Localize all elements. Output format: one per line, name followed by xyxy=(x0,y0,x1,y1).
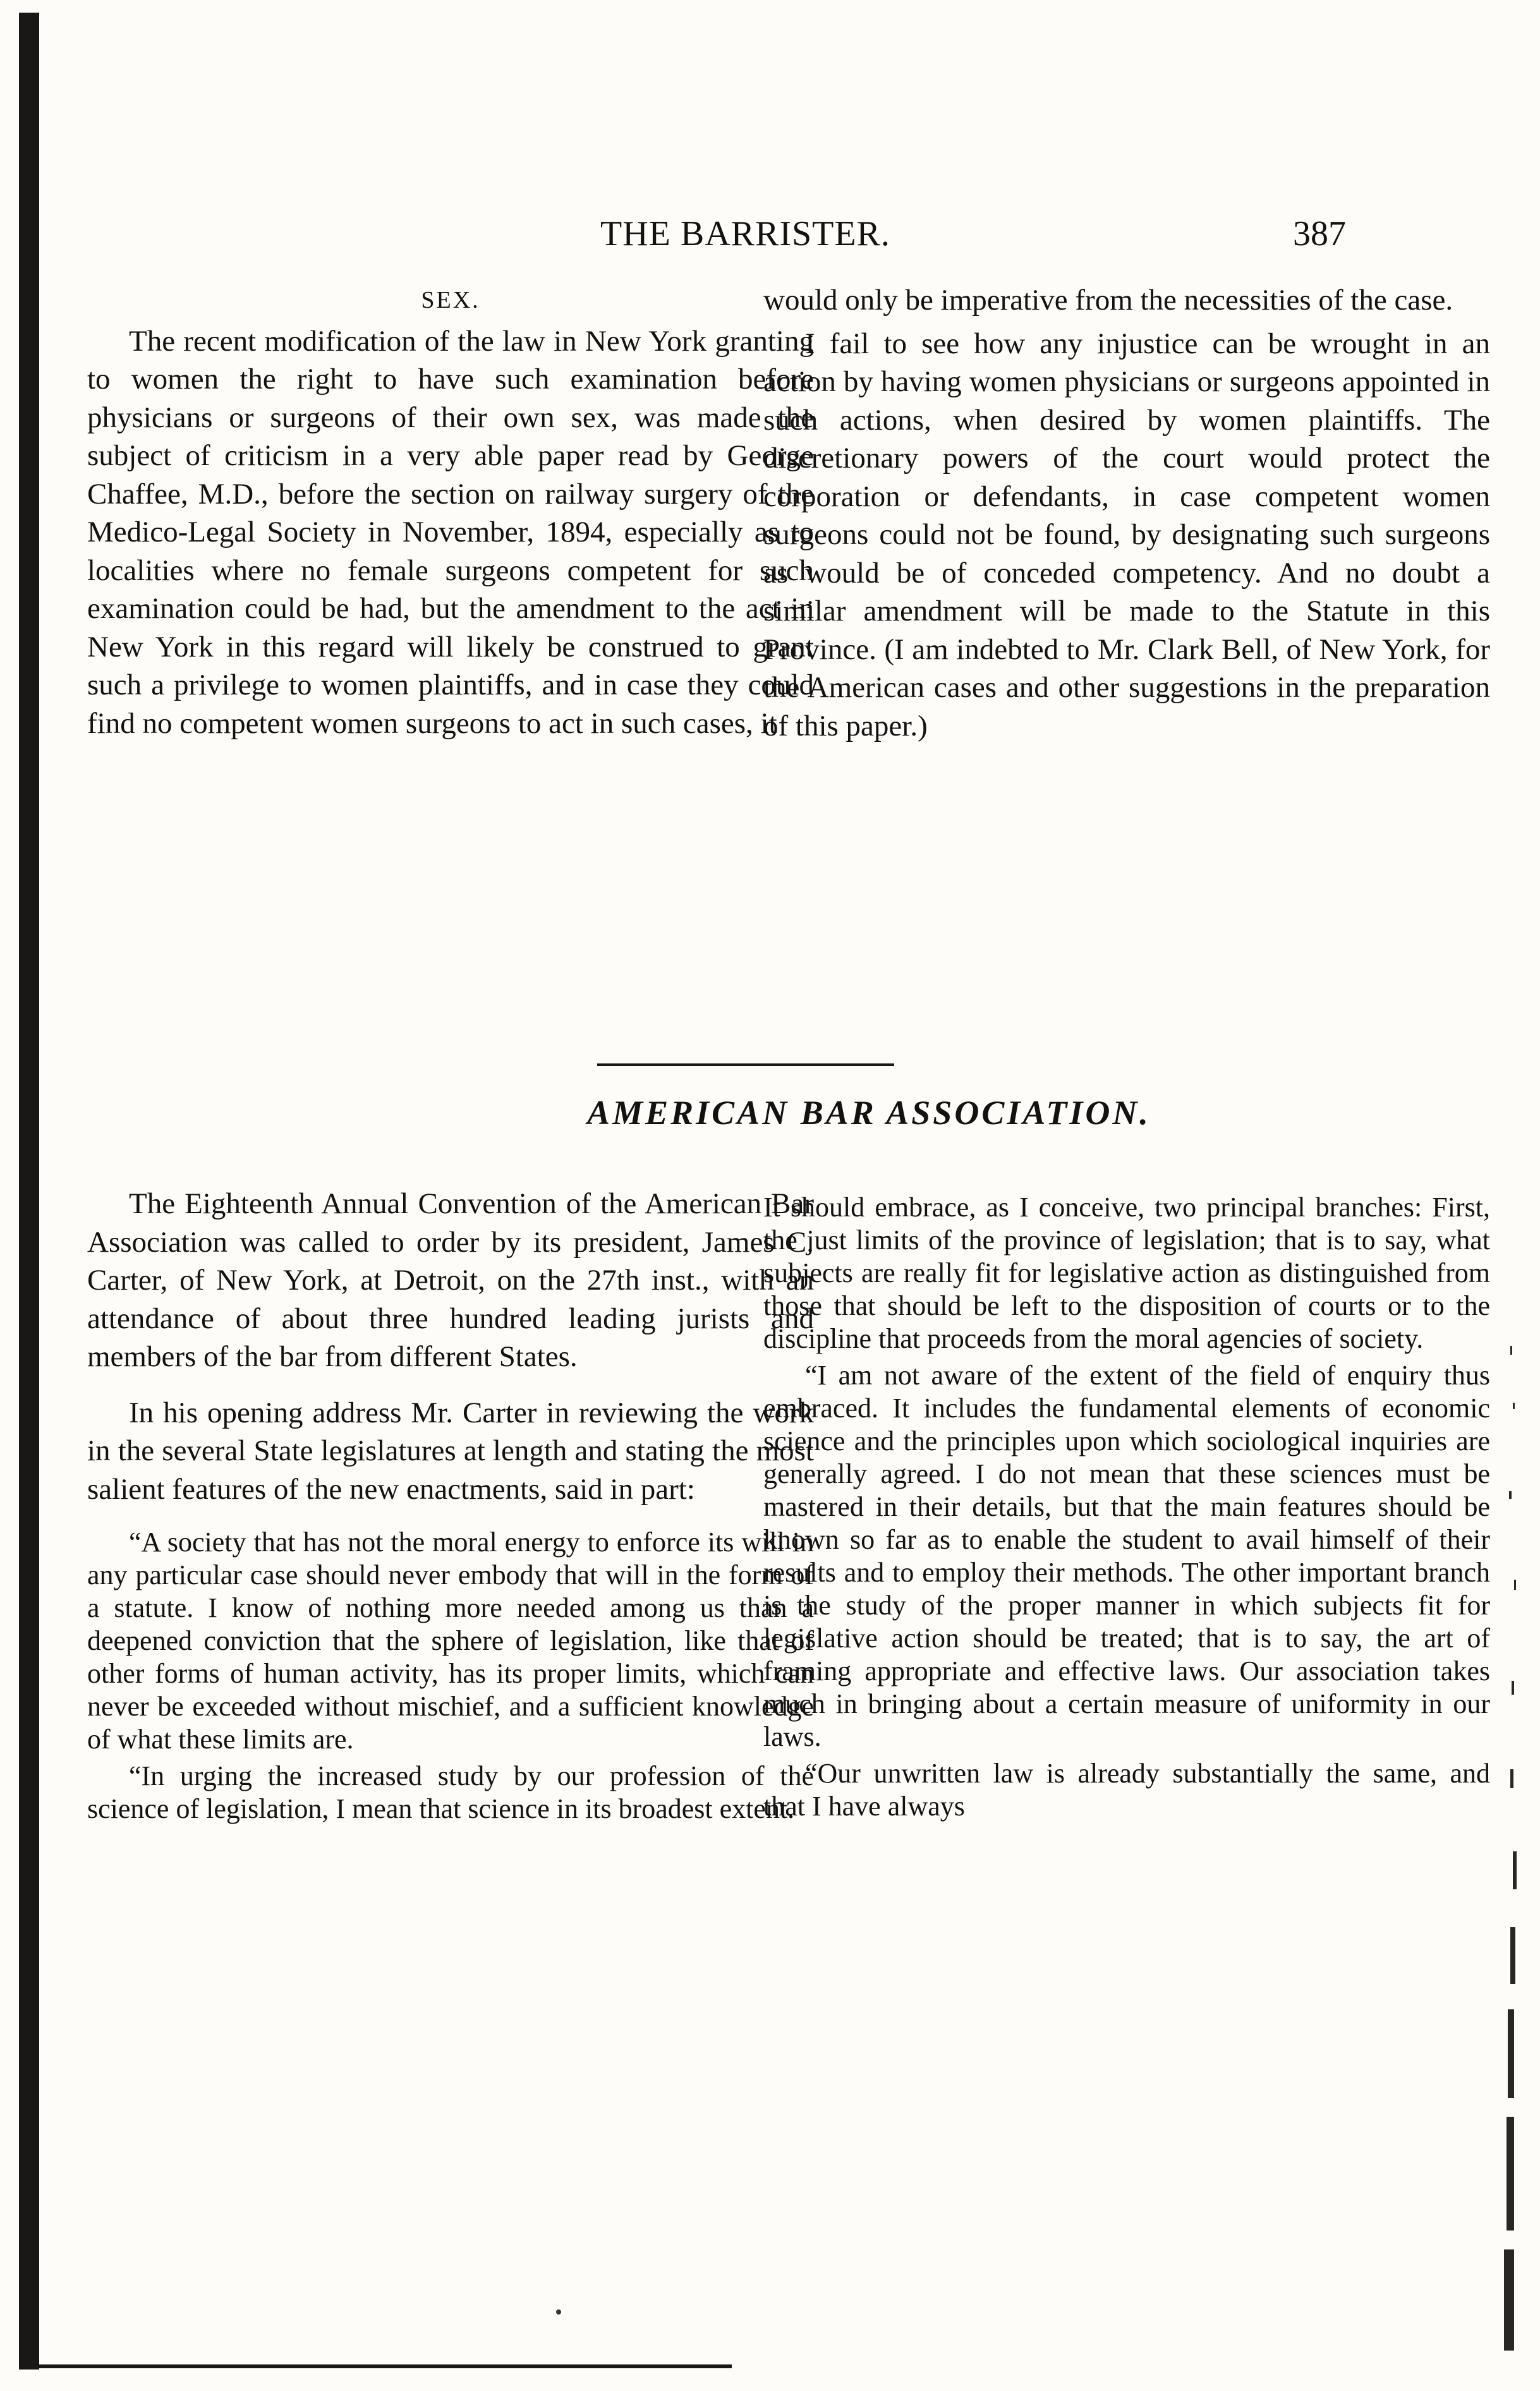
running-title: THE BARRISTER. xyxy=(600,214,890,253)
page-number: 387 xyxy=(1293,214,1346,253)
sex-right-paragraph-1: would only be imperative from the necessities of the case. xyxy=(763,284,1453,317)
aba-left-paragraph-2: In his opening address Mr. Carter in reviewing the work in the several State legislatures at length and stating the most salient features of the new enactments, said in part: xyxy=(87,1396,814,1506)
aba-left-paragraph-1: The Eighteenth Annual Convention of the American Bar Association was called to order by its president, James C. Carter, of New York, at Detroit, on the 27th inst., with an attendance of about three hundred leading jurists and members of the bar from different States. xyxy=(87,1187,814,1373)
aba-right-quote-3: “Our unwritten law is already substantially the same, and that I have always xyxy=(763,1758,1490,1822)
aba-article-right-column xyxy=(763,1191,1490,1823)
aba-right-quote-2: “I am not aware of the extent of the field of enquiry thus embraced. It includes the fundamental elements of economic science and the principles upon which sociological inquiries are generally agreed. I do not mean that these sciences must be mastered in their details, but that the main features should be known so far as to enable the student to avail himself of their results and to employ their methods. The other important branch is the study of the proper manner in which subjects fit for legislative action should be treated; that is to say, the art of framing appropriate and effective laws. Our association takes much in bringing about a certain measure of uniformity in our laws. xyxy=(763,1360,1490,1752)
sex-left-paragraph: The recent modification of the law in New York granting to women the right to have such examination before physicians or surgeons of their own sex, was made the subject of criticism in a very able paper read by George Chaffee, M.D., before the section on railway surgery of the Medico-Legal Society in November, 1894, especially as to localities where no female surgeons competent for such examination could be had, but the amendment to the act in New York in this regard will likely be construed to grant such a privilege to women plaintiffs, and in case they could find no competent women surgeons to act in such cases, it xyxy=(87,324,814,740)
stray-ink-dot xyxy=(556,2309,561,2315)
aba-right-quote-1: It should embrace, as I conceive, two principal branches: First, the just limits of the province of legislation; that is to say, what subjects are really fit for legislative action as distinguished from those that should be left to the disposition of courts or to the discipline that proceeds from the moral agencies of society. xyxy=(763,1192,1490,1354)
sex-heading: SEX. xyxy=(421,287,480,313)
sex-article-right-column xyxy=(763,281,1490,745)
sex-article-left-column xyxy=(87,281,814,742)
aba-left-quote-2: “In urging the increased study by our profession of the science of legislation, I mean that science in its broadest extent. xyxy=(87,1760,814,1824)
scan-noise-speckles xyxy=(1485,1327,1529,2363)
section-title-american-bar-association: AMERICAN BAR ASSOCIATION. xyxy=(587,1094,1151,1132)
bottom-border-rule xyxy=(37,2364,732,2368)
aba-left-quote-1: “A society that has not the moral energy to enforce its will in any particular case should never embody that will in the form of a statute. I know of nothing more needed among us than a deepened conviction that the sphere of legislation, like that of other forms of human activity, has its proper limits, which can never be exceeded without mischief, and a sufficient knowledge of what these limits are. xyxy=(87,1527,814,1755)
aba-article-left-column xyxy=(87,1185,814,1825)
page-binding-edge xyxy=(19,13,39,2370)
sex-right-paragraph-2: I fail to see how any injustice can be wrought in an action by having women physicians or surgeons appointed in such actions, when desired by women plaintiffs. The discretionary powers of the court would protect the corporation or defendants, in case competent women surgeons could not be found, by designating such surgeons as would be of conceded competency. And no doubt a similar amendment will be made to the Statute in this Province. (I am indebted to Mr. Clark Bell, of New York, for the American cases and other suggestions in the preparation of this paper.) xyxy=(763,327,1490,742)
section-separator-rule xyxy=(597,1063,894,1066)
